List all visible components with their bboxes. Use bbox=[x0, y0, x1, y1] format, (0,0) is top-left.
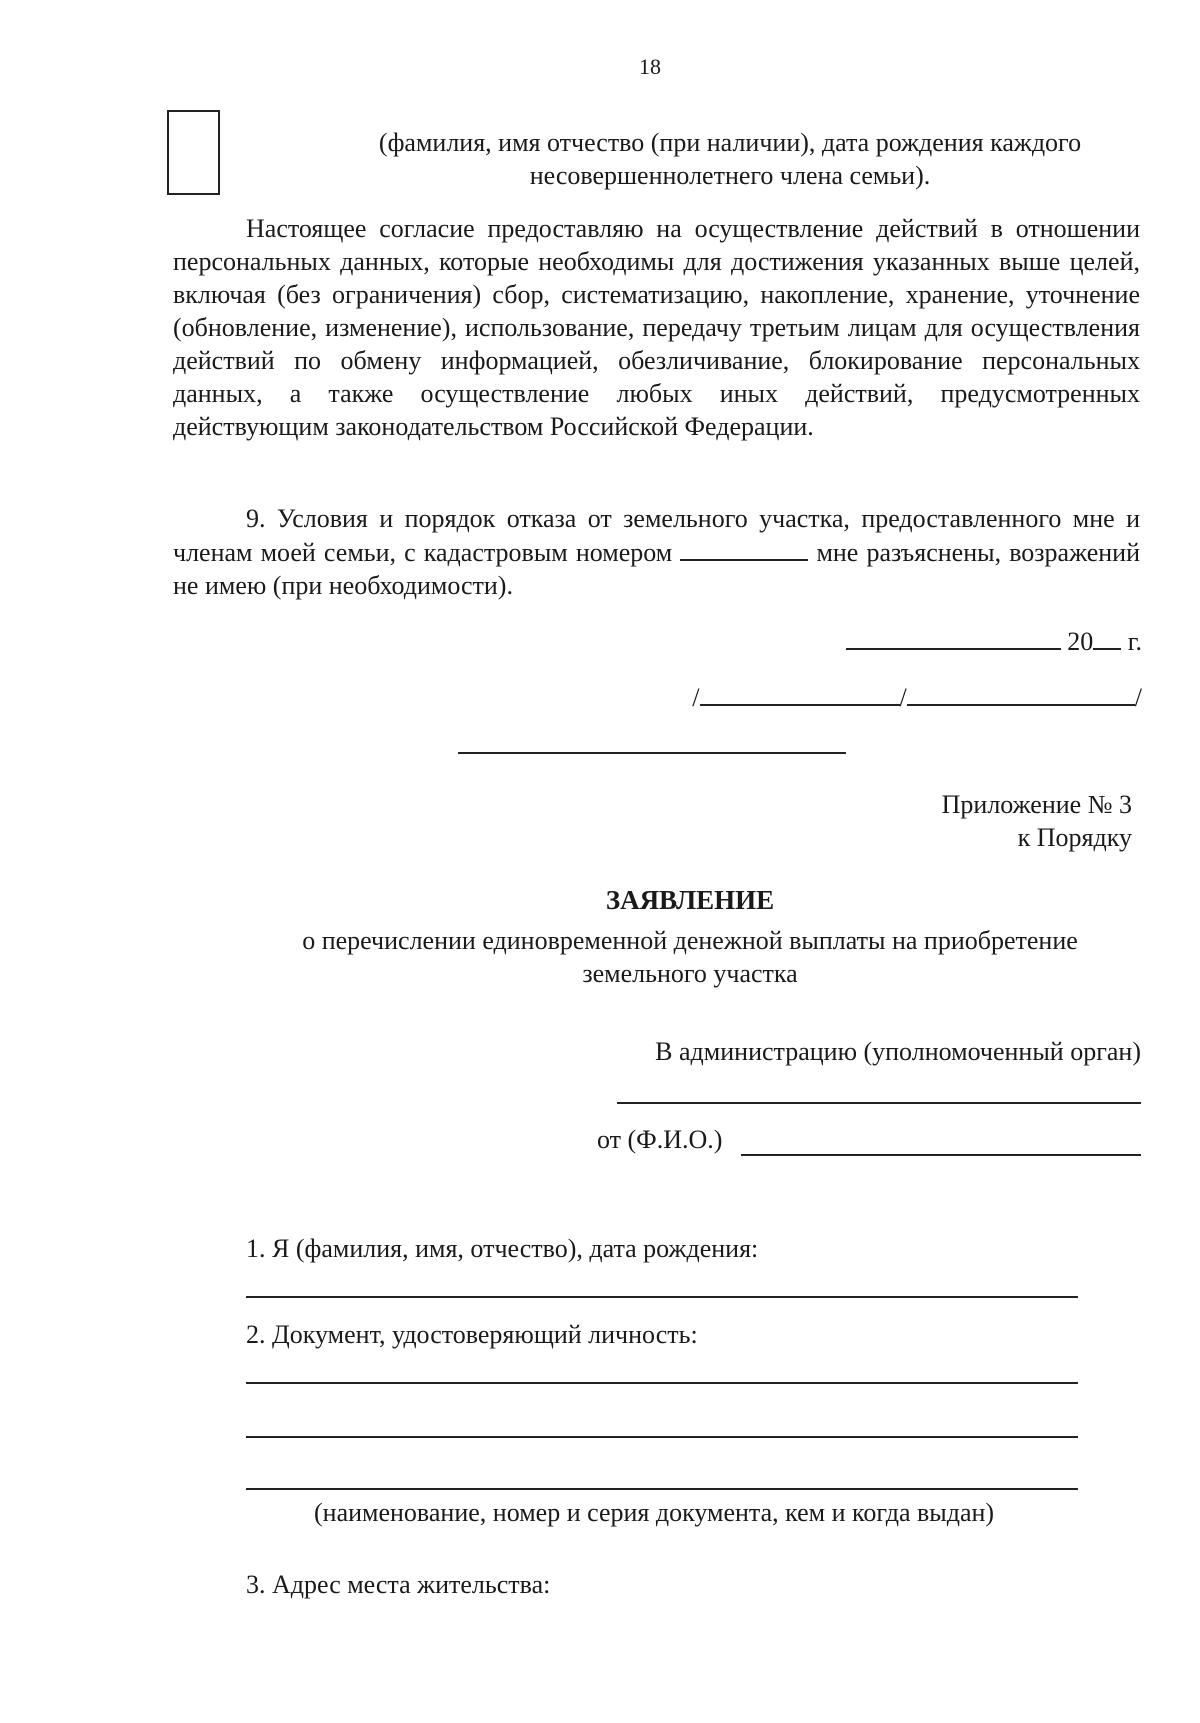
appendix-label bbox=[800, 788, 1132, 854]
addressee: В администрацию (уполномоченный орган) bbox=[655, 1037, 1141, 1066]
field-2-input-2[interactable] bbox=[246, 1436, 1078, 1438]
field-3-label: 3. Адрес места жительства: bbox=[246, 1570, 551, 1599]
from-label: от (Ф.И.О.) bbox=[597, 1125, 723, 1154]
sig-sep-1: / bbox=[692, 683, 700, 712]
consent-text: Настоящее согласие предоставляю на осуществление действий в отношении персональных данных, которые необходимы для достижения указанных выше целей, включая (без ограничения) сбор, систематизацию, накопление, хранение, уточнение (обновление, изменение), использование, передачу третьим лицам для осуществления действий по обмену информацией, обезличивание, блокирование персональных данных, а также осуществление любых иных действий, предусмотренных действующим законодательством Российской Федерации. bbox=[173, 214, 1140, 441]
year-field[interactable] bbox=[1093, 624, 1121, 650]
cadastral-number-field[interactable] bbox=[680, 535, 808, 561]
consent-paragraph bbox=[173, 212, 1140, 443]
field-1-input[interactable] bbox=[246, 1296, 1078, 1298]
from-field[interactable] bbox=[741, 1154, 1141, 1156]
page-number: 18 bbox=[639, 54, 661, 79]
signature-line bbox=[670, 680, 1142, 714]
clause-9-text-1: 9. Условия и порядок отказа от земельного участка, предоставленного мне и членам моей семьи, с кадастровым номером bbox=[173, 504, 1140, 567]
signature-name-field[interactable] bbox=[907, 680, 1135, 706]
addressee-field[interactable] bbox=[617, 1102, 1141, 1104]
divider bbox=[458, 752, 846, 754]
field-2-input-3[interactable] bbox=[246, 1488, 1078, 1490]
appendix-line-2: к Порядку bbox=[1017, 823, 1132, 852]
document-subtitle: о перечислении единовременной денежной выплаты на приобретение земельного участка bbox=[302, 926, 1078, 988]
clause-9-text-2: мне разъяснены, возражений не имею (при необходимости). bbox=[173, 538, 1141, 600]
field-2-input-1[interactable] bbox=[246, 1382, 1078, 1384]
sig-sep-3: / bbox=[1134, 683, 1142, 712]
field-1-label: 1. Я (фамилия, имя, отчество), дата рождения: bbox=[246, 1234, 759, 1263]
date-field[interactable] bbox=[846, 624, 1061, 650]
date-line bbox=[700, 624, 1142, 658]
checkbox[interactable] bbox=[167, 110, 220, 195]
year-prefix: 20 bbox=[1067, 627, 1094, 656]
field-2-label: 2. Документ, удостоверяющий личность: bbox=[246, 1320, 698, 1349]
signature-field[interactable] bbox=[700, 680, 900, 706]
sig-sep-2: / bbox=[899, 683, 907, 712]
clause-9 bbox=[173, 502, 1140, 602]
children-caption: (фамилия, имя отчество (при наличии), дата рождения каждого несовершеннолетнего члена семьи). bbox=[378, 128, 1082, 190]
year-suffix: г. bbox=[1127, 627, 1142, 656]
field-2-caption: (наименование, номер и серия документа, кем и когда выдан) bbox=[314, 1498, 995, 1527]
document-title: ЗАЯВЛЕНИЕ bbox=[605, 885, 775, 915]
appendix-line-1: Приложение № 3 bbox=[941, 790, 1132, 819]
